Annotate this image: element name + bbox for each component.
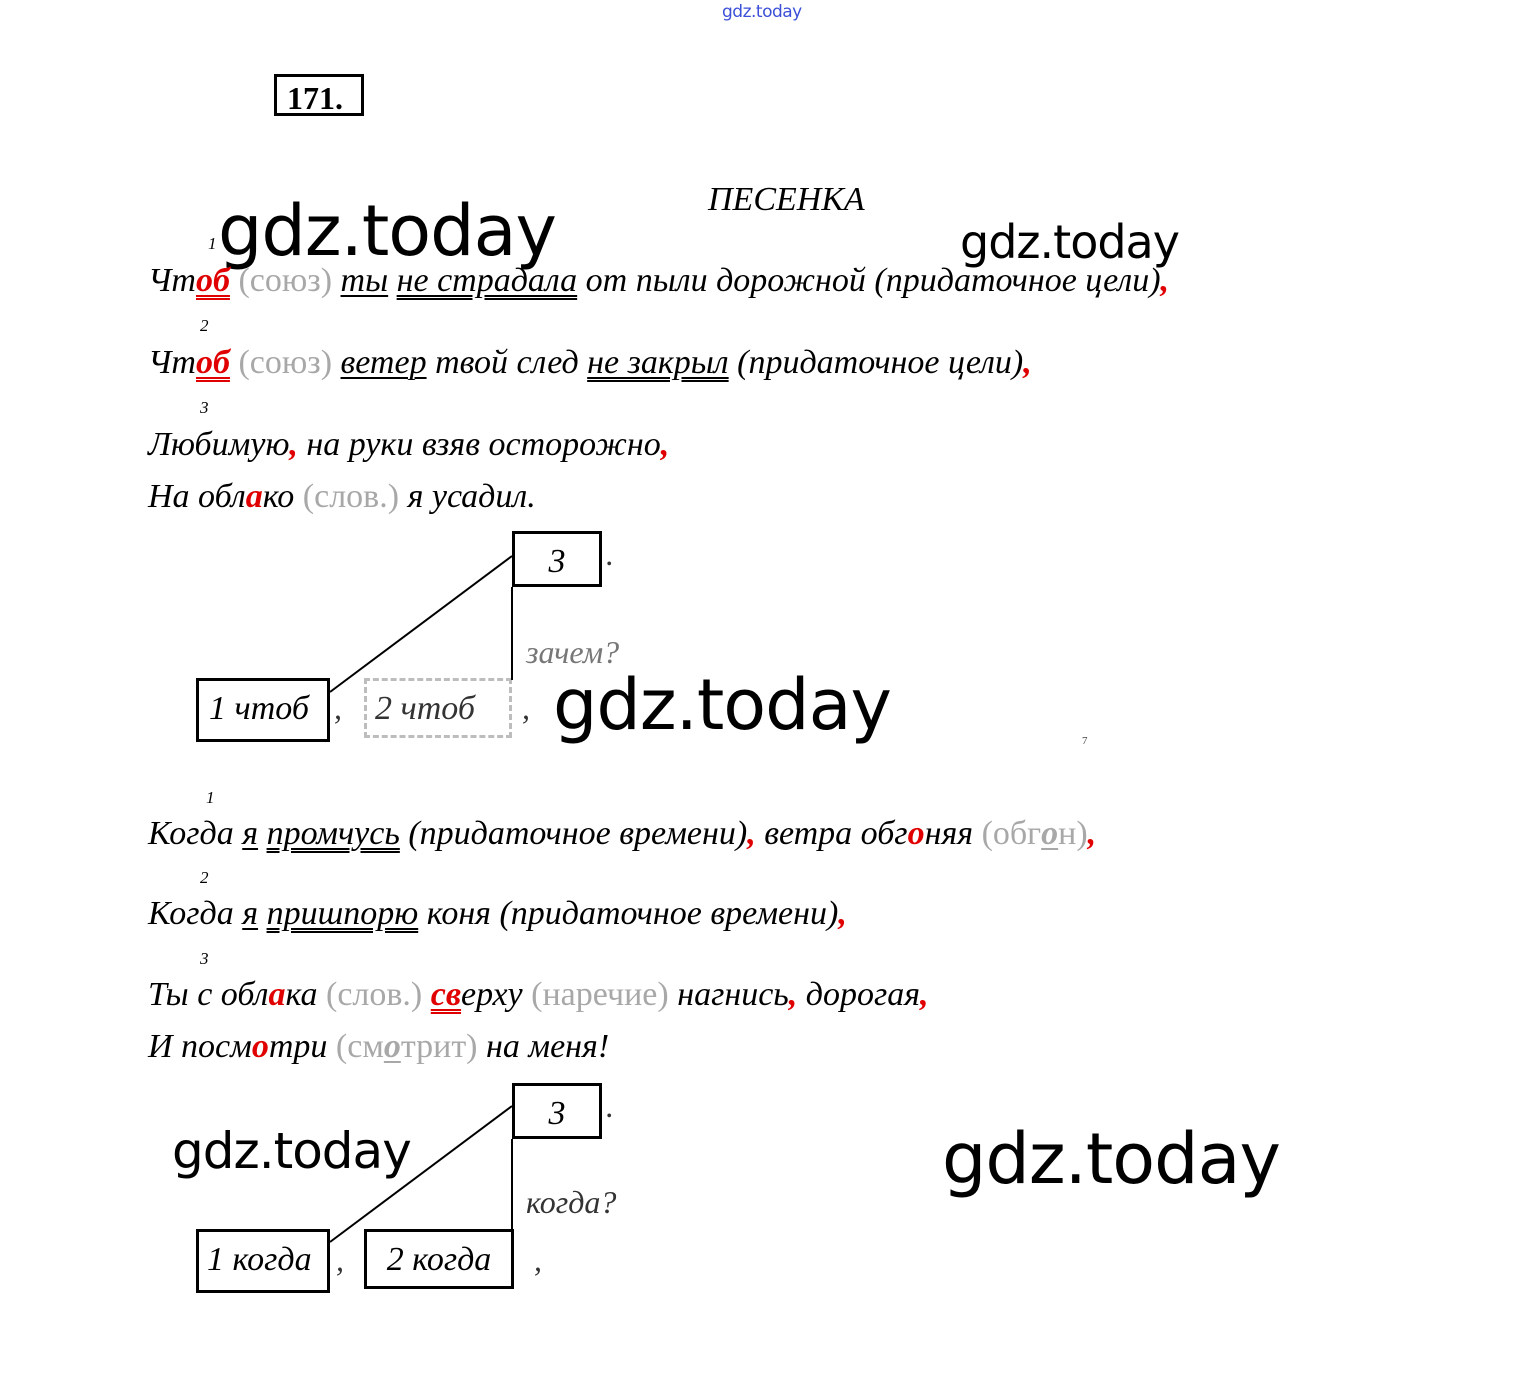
scheme-clause-box-2: 2 когда (364, 1229, 514, 1289)
watermark: gdz.today (172, 1122, 411, 1180)
scheme-comma: , (534, 1242, 542, 1278)
scheme-connector (330, 556, 512, 692)
scheme-comma: , (334, 690, 342, 726)
scheme-clause-box-1: 1 когда (196, 1229, 330, 1293)
exercise-number: 171. (274, 74, 364, 116)
poem-line: Когда я промчусь (придаточное времени), ветра обгоняя (обгон), (148, 815, 1097, 852)
site-mark[interactable]: gdz.today (722, 2, 802, 22)
scheme-question: зачем? (526, 634, 620, 670)
poem-line: На облако (слов.) я усадил. (148, 478, 536, 515)
scheme-connector (330, 1106, 512, 1242)
sentence-index: 1 (208, 234, 217, 253)
sentence-index: 3 (200, 398, 209, 417)
scheme-comma: , (336, 1242, 344, 1278)
scheme-dot: . (606, 1088, 614, 1124)
sentence-index: 1 (206, 788, 215, 807)
poem-line: Чтоб (союз) ветер твой след не закрыл (придаточное цели), (148, 344, 1032, 381)
watermark: gdz.today (218, 190, 556, 272)
sentence-index: 2 (200, 316, 209, 335)
scheme-question: когда? (526, 1184, 617, 1220)
sentence-index: 2 (200, 868, 209, 887)
watermark: gdz.today (942, 1118, 1280, 1200)
stray-mark: 7 (1082, 735, 1088, 747)
poem-line: Ты с облака (слов.) сверху (наречие) нагнись, дорогая, (148, 976, 929, 1013)
poem-line: Любимую, на руки взяв осторожно, (148, 426, 670, 463)
poem-title: ПЕСЕНКА (708, 181, 865, 218)
poem-line: И посмотри (смотрит) на меня! (148, 1028, 610, 1065)
scheme-main-clause-box: 3 (512, 1083, 602, 1139)
scheme-main-clause-box: 3 (512, 531, 602, 587)
scheme-comma: , (522, 690, 530, 726)
poem-line: Когда я пришпорю коня (придаточное времени), (148, 895, 847, 932)
poem-line: Чтоб (союз) ты не страдала от пыли дорожной (придаточное цели), (148, 262, 1170, 299)
scheme-dot: . (606, 536, 614, 572)
watermark: gdz.today (553, 664, 891, 746)
scheme-clause-box-1: 1 чтоб (196, 678, 330, 742)
watermark: gdz.today (960, 215, 1179, 269)
sentence-index: 3 (200, 949, 209, 968)
scheme-clause-box-2: 2 чтоб (364, 678, 512, 738)
